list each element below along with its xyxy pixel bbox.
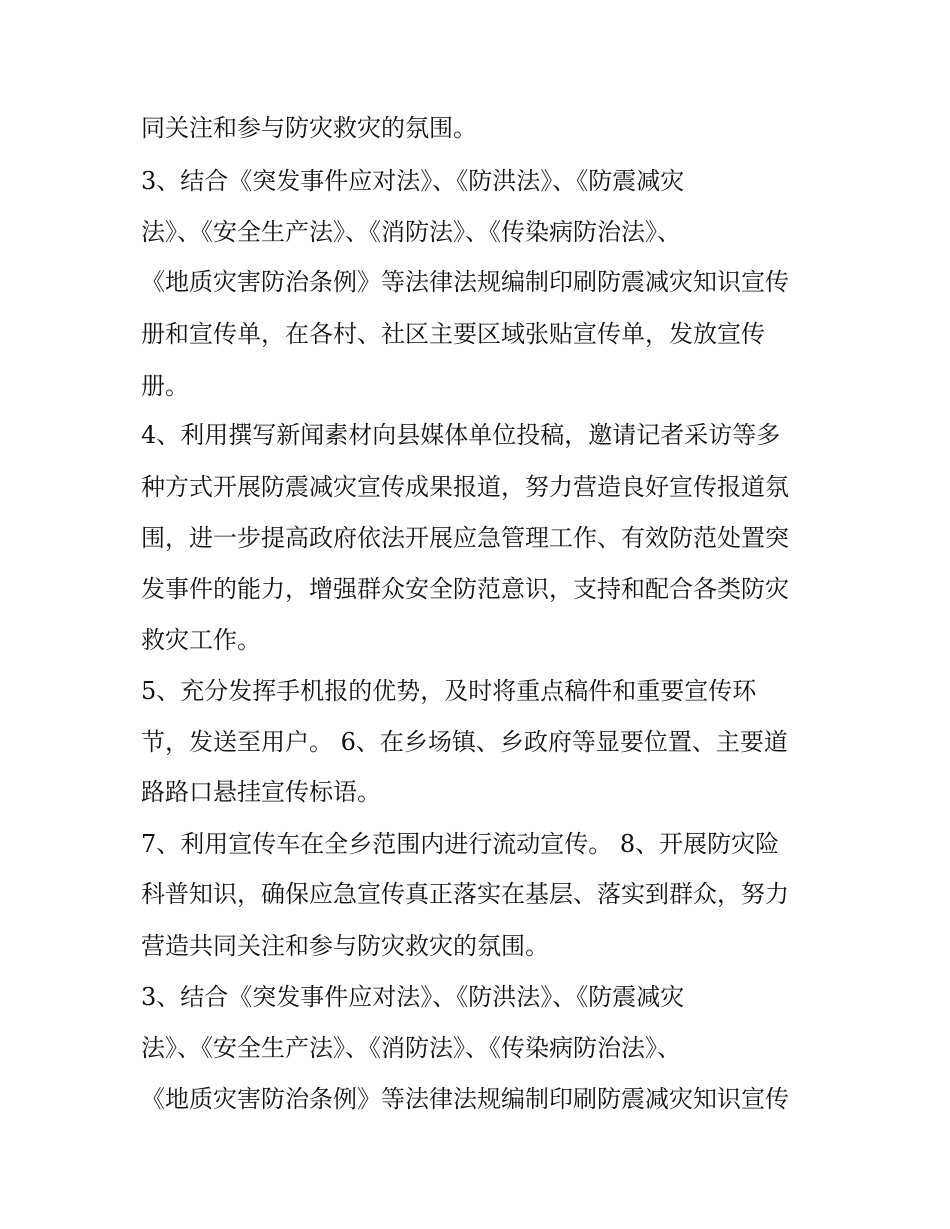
text-line: 3、结合《突发事件应对法》、《防洪法》、《防震减灾 — [141, 983, 685, 1011]
text-line: 围，进一步提高政府依法开展应急管理工作、有效防范处置突 — [141, 524, 789, 552]
text-line: 法》、《安全生产法》、《消防法》、《传染病防治法》、 — [141, 218, 681, 246]
text-line: 《地质灾害防治条例》等法律法规编制印刷防震减灾知识宣传 — [141, 1085, 789, 1113]
text-line: 节，发送至用户。 6、在乡场镇、乡政府等显要位置、主要道 — [141, 728, 788, 756]
text-line: 路路口悬挂宣传标语。 — [141, 778, 381, 806]
text-line: 7、利用宣传车在全乡范围内进行流动宣传。 8、开展防灾险 — [141, 830, 780, 858]
text-line: 营造共同关注和参与防灾救灾的氛围。 — [141, 932, 549, 960]
text-line: 科普知识，确保应急宣传真正落实在基层、落实到群众，努力 — [141, 880, 789, 908]
text-line: 3、结合《突发事件应对法》、《防洪法》、《防震减灾 — [141, 167, 685, 195]
text-line: 5、充分发挥手机报的优势，及时将重点稿件和重要宣传环 — [141, 677, 757, 705]
text-line: 种方式开展防震减灾宣传成果报道，努力营造良好宣传报道氛 — [141, 473, 789, 501]
text-line: 同关注和参与防灾救灾的氛围。 — [141, 114, 477, 142]
text-line: 4、利用撰写新闻素材向县媒体单位投稿，邀请记者采访等多 — [141, 421, 781, 449]
text-line: 《地质灾害防治条例》等法律法规编制印刷防震减灾知识宣传 — [141, 268, 789, 296]
text-line: 法》、《安全生产法》、《消防法》、《传染病防治法》、 — [141, 1034, 681, 1062]
text-line: 册。 — [141, 372, 189, 400]
text-line: 册和宣传单，在各村、社区主要区域张贴宣传单，发放宣传 — [141, 320, 765, 348]
text-line: 发事件的能力，增强群众安全防范意识，支持和配合各类防灾 — [141, 575, 789, 603]
text-line: 救灾工作。 — [141, 626, 261, 654]
